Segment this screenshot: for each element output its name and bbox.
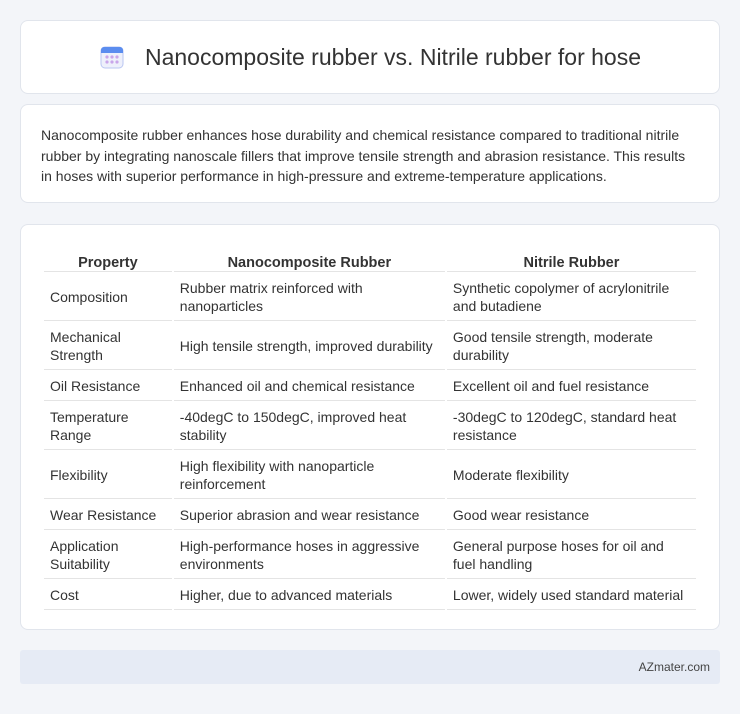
intro-paragraph: Nanocomposite rubber enhances hose durability and chemical resistance compared to traditional nitrile rubber by integrating nanoscale fillers that improve tensile strength and abrasion resistance. This results in hoses with superior performance in high-pressure and extreme-temperature applications. — [41, 127, 686, 184]
nitrile-cell: Lower, widely used standard material — [447, 581, 696, 610]
page-title: Nanocomposite rubber vs. Nitrile rubber for hose — [144, 43, 641, 70]
nanocomposite-cell: High-performance hoses in aggressive environments — [174, 532, 445, 579]
property-cell: Mechanical Strength — [44, 323, 172, 370]
intro-card — [20, 104, 720, 203]
nanocomposite-cell: -40degC to 150degC, improved heat stability — [174, 403, 445, 450]
property-cell: Flexibility — [44, 452, 172, 499]
table-row — [44, 532, 696, 579]
table-row — [44, 274, 696, 321]
title-card — [20, 20, 720, 94]
footer-brand: AZmater.com — [638, 660, 710, 674]
table-row — [44, 452, 696, 499]
nitrile-cell: Good tensile strength, moderate durability — [447, 323, 696, 370]
calendar-icon — [99, 44, 125, 70]
property-cell: Cost — [44, 581, 172, 610]
nanocomposite-cell: Rubber matrix reinforced with nanoparticles — [174, 274, 445, 321]
table-header-row — [44, 247, 696, 272]
nanocomposite-cell: High flexibility with nanoparticle reinforcement — [174, 452, 445, 499]
table-row — [44, 501, 696, 530]
comparison-table — [42, 245, 698, 612]
table-row — [44, 323, 696, 370]
nitrile-cell: Good wear resistance — [447, 501, 696, 530]
column-header-nitrile: Nitrile Rubber — [447, 247, 696, 272]
property-cell: Application Suitability — [44, 532, 172, 579]
comparison-card — [20, 224, 720, 630]
nitrile-cell: General purpose hoses for oil and fuel handling — [447, 532, 696, 579]
footer — [20, 650, 720, 684]
property-cell: Wear Resistance — [44, 501, 172, 530]
property-cell: Temperature Range — [44, 403, 172, 450]
column-header-property: Property — [44, 247, 172, 272]
table-row — [44, 403, 696, 450]
nanocomposite-cell: Enhanced oil and chemical resistance — [174, 372, 445, 401]
property-cell: Oil Resistance — [44, 372, 172, 401]
property-cell: Composition — [44, 274, 172, 321]
nanocomposite-cell: High tensile strength, improved durability — [174, 323, 445, 370]
table-row — [44, 372, 696, 401]
nanocomposite-cell: Superior abrasion and wear resistance — [174, 501, 445, 530]
nitrile-cell: Moderate flexibility — [447, 452, 696, 499]
nitrile-cell: Synthetic copolymer of acrylonitrile and butadiene — [447, 274, 696, 321]
nanocomposite-cell: Higher, due to advanced materials — [174, 581, 445, 610]
column-header-nanocomposite: Nanocomposite Rubber — [174, 247, 445, 272]
nitrile-cell: -30degC to 120degC, standard heat resistance — [447, 403, 696, 450]
table-row — [44, 581, 696, 610]
nitrile-cell: Excellent oil and fuel resistance — [447, 372, 696, 401]
